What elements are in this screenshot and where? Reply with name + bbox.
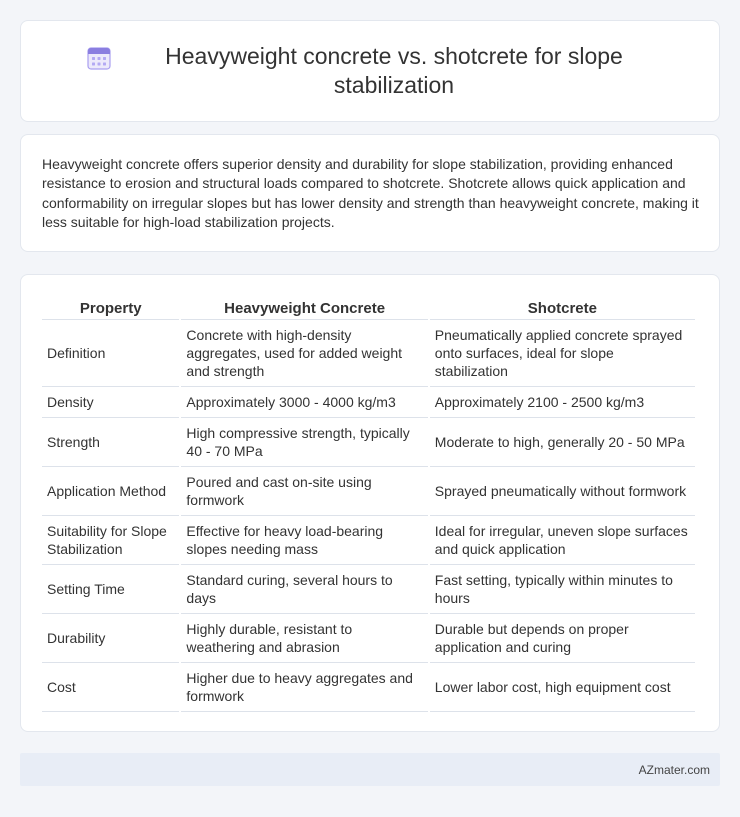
table-cell: Moderate to high, generally 20 - 50 MPa xyxy=(430,418,695,467)
table-row xyxy=(42,663,695,712)
table-cell: Concrete with high-density aggregates, used for added weight and strength xyxy=(181,320,427,387)
table-row xyxy=(42,418,695,467)
title-wrap xyxy=(86,42,654,100)
table-cell: Approximately 3000 - 4000 kg/m3 xyxy=(181,387,427,418)
table-cell: Effective for heavy load-bearing slopes needing mass xyxy=(181,516,427,565)
page-title: Heavyweight concrete vs. shotcrete for slope stabilization xyxy=(165,43,623,98)
table-cell: Cost xyxy=(42,663,179,712)
table-row xyxy=(42,387,695,418)
table-row xyxy=(42,565,695,614)
footer-brand: AZmater.com xyxy=(638,762,710,777)
column-header-heavyweight: Heavyweight Concrete xyxy=(181,296,427,320)
header-card xyxy=(20,20,720,122)
summary-card xyxy=(20,134,720,252)
table-cell: Fast setting, typically within minutes to hours xyxy=(430,565,695,614)
table-row xyxy=(42,467,695,516)
column-header-shotcrete: Shotcrete xyxy=(430,296,695,320)
table-cell: Application Method xyxy=(42,467,179,516)
table-row xyxy=(42,614,695,663)
column-header-property: Property xyxy=(42,296,179,320)
table-row xyxy=(42,320,695,387)
table-cell: Highly durable, resistant to weathering and abrasion xyxy=(181,614,427,663)
table-cell: Durability xyxy=(42,614,179,663)
table-cell: Lower labor cost, high equipment cost xyxy=(430,663,695,712)
footer-bar xyxy=(20,753,720,786)
table-header-row xyxy=(42,296,695,320)
table-cell: Standard curing, several hours to days xyxy=(181,565,427,614)
table-cell: Ideal for irregular, uneven slope surfaces and quick application xyxy=(430,516,695,565)
calendar-icon xyxy=(86,45,112,71)
table-cell: Density xyxy=(42,387,179,418)
table-cell: Suitability for Slope Stabilization xyxy=(42,516,179,565)
table-cell: Setting Time xyxy=(42,565,179,614)
table-cell: Approximately 2100 - 2500 kg/m3 xyxy=(430,387,695,418)
comparison-table-card xyxy=(20,274,720,732)
table-cell: Sprayed pneumatically without formwork xyxy=(430,467,695,516)
table-cell: Definition xyxy=(42,320,179,387)
comparison-table xyxy=(40,296,697,712)
table-cell: Higher due to heavy aggregates and formwork xyxy=(181,663,427,712)
table-cell: Pneumatically applied concrete sprayed onto surfaces, ideal for slope stabilization xyxy=(430,320,695,387)
summary-text: Heavyweight concrete offers superior density and durability for slope stabilization, providing enhanced resistance to erosion and structural loads compared to shotcrete. Shotcrete allows quick application and conformability on irregular slopes but has lower density and strength than heavyweight concrete, making it less suitable for high-load stabilization projects. xyxy=(42,156,699,230)
table-row xyxy=(42,516,695,565)
table-cell: Strength xyxy=(42,418,179,467)
table-cell: High compressive strength, typically 40 - 70 MPa xyxy=(181,418,427,467)
table-cell: Poured and cast on-site using formwork xyxy=(181,467,427,516)
table-cell: Durable but depends on proper application and curing xyxy=(430,614,695,663)
